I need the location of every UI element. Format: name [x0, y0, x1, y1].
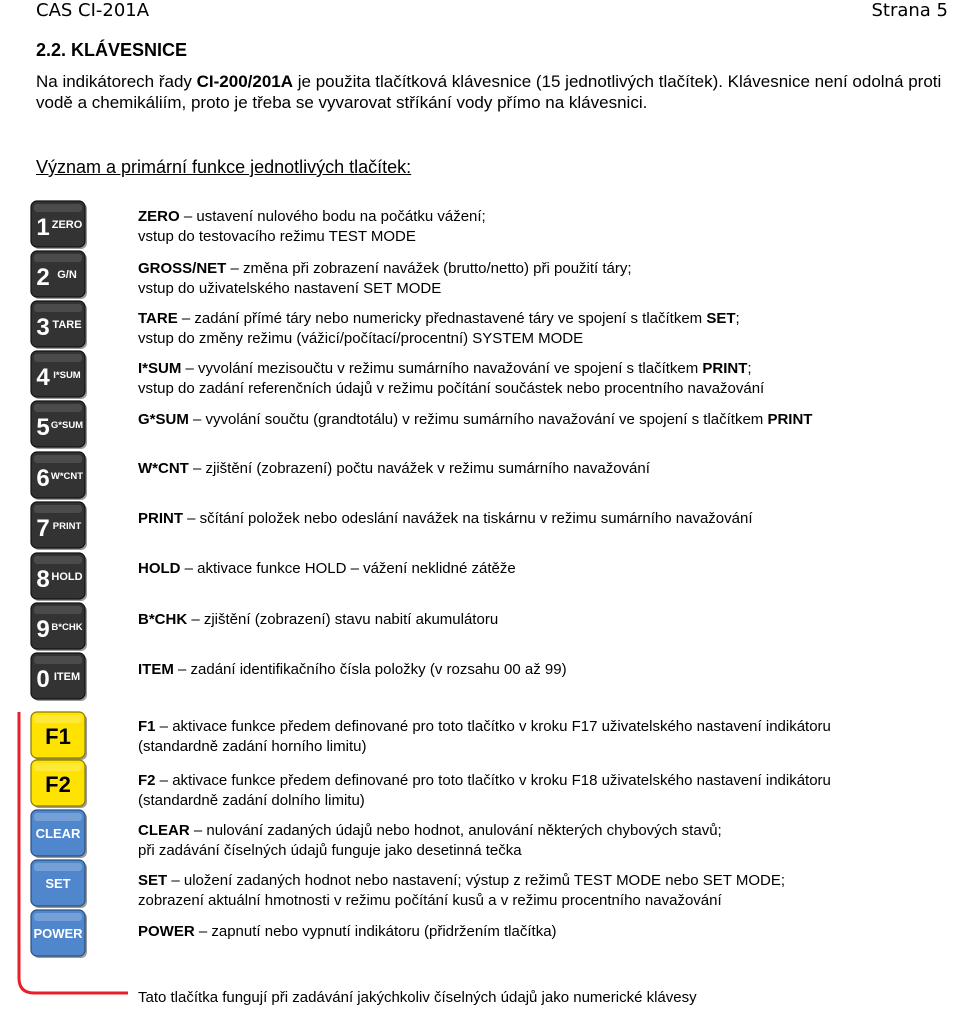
- key-label: ITEM: [53, 671, 81, 683]
- description-key-name: F2: [138, 772, 156, 789]
- description-text: – vyvolání součtu (grandtotálu) v režimu sumárního navažování ve spojení s tlačítkem: [188, 411, 768, 428]
- key-description: [138, 410, 948, 430]
- key-digit: 7: [36, 515, 50, 542]
- key-label: TARE: [52, 319, 82, 331]
- key-description: [138, 922, 948, 942]
- description-key-name: F1: [138, 718, 156, 735]
- key-label: G/N: [57, 269, 77, 281]
- key-description: [138, 821, 948, 861]
- description-text: – uložení zadaných hodnot nebo nastavení; výstup z režimů TEST MODE nebo SET MODE;: [167, 872, 786, 889]
- description-line-1: [138, 207, 948, 227]
- description-text: – aktivace funkce předem definované pro toto tlačítko v kroku F18 uživatelského nastavení indikátoru: [155, 772, 831, 789]
- key-label: I*SUM: [53, 370, 81, 381]
- description-key-name: HOLD: [138, 560, 181, 577]
- description-line-2: zobrazení aktuální hmotnosti v režimu počítání kusů a v režimu procentního navažování: [138, 892, 722, 909]
- key-label: SET: [45, 876, 71, 891]
- header-document-title: CAS CI-201A: [36, 0, 150, 21]
- description-key-name: PRINT: [138, 510, 183, 527]
- description-text: – zadání identifikačního čísla položky (v rozsahu 00 až 99): [173, 661, 567, 678]
- key-g-n[interactable]: [31, 251, 87, 299]
- key-item[interactable]: [31, 653, 87, 701]
- description-key-name: TARE: [138, 310, 178, 327]
- key-description: [138, 309, 948, 349]
- description-line-2: vstup do uživatelského nastavení SET MODE: [138, 280, 442, 297]
- key-digit: 8: [36, 566, 50, 593]
- key-label: ZERO: [51, 219, 83, 231]
- key-digit: 4: [36, 364, 50, 391]
- key-label: W*CNT: [50, 471, 84, 482]
- key-w-cnt[interactable]: [31, 452, 87, 500]
- description-line-1: [138, 359, 948, 379]
- key-set[interactable]: [31, 860, 87, 908]
- description-line-2: vstup do změny režimu (vážicí/počítací/procentní) SYSTEM MODE: [138, 330, 584, 347]
- key-clear[interactable]: [31, 810, 87, 858]
- description-line-1: [138, 259, 948, 279]
- description-key-name: CLEAR: [138, 822, 190, 839]
- key-digit: 1: [36, 214, 50, 241]
- description-line-1: [138, 459, 948, 479]
- description-key-name: GROSS/NET: [138, 260, 227, 277]
- key-f2[interactable]: [31, 760, 87, 808]
- description-line-2: vstup do zadání referenčních údajů v režimu počítání součástek nebo procentního navažování: [138, 380, 765, 397]
- key-hold[interactable]: [31, 553, 87, 601]
- description-key-ref: PRINT: [702, 360, 748, 377]
- key-print[interactable]: [31, 502, 87, 550]
- key-description: [138, 359, 948, 399]
- description-key-ref: SET: [706, 310, 736, 327]
- intro-paragraph: [36, 71, 946, 113]
- description-line-1: [138, 771, 948, 791]
- description-line-1: [138, 871, 948, 891]
- key-description: [138, 871, 948, 911]
- key-power[interactable]: [31, 910, 87, 958]
- header-page-number: Strana 5: [871, 0, 948, 21]
- description-line-1: [138, 410, 948, 430]
- key-i-sum[interactable]: [31, 351, 87, 399]
- key-description: [138, 771, 948, 811]
- key-label: POWER: [33, 926, 83, 941]
- key-description: [138, 717, 948, 757]
- description-text: – zapnutí nebo vypnutí indikátoru (přidržením tlačítka): [194, 923, 557, 940]
- key-label: F1: [45, 724, 71, 749]
- description-line-1: [138, 610, 948, 630]
- intro-model-name: CI-200/201A: [196, 72, 294, 91]
- description-text: – zadání přímé táry nebo numericky přednastavené táry ve spojení s tlačítkem: [177, 310, 707, 327]
- description-text: – nulování zadaných údajů nebo hodnot, anulování některých chybových stavů;: [189, 822, 722, 839]
- description-key-name: B*CHK: [138, 611, 188, 628]
- description-line-1: [138, 660, 948, 680]
- description-key-name: W*CNT: [138, 460, 189, 477]
- description-line-1: [138, 922, 948, 942]
- key-description: [138, 610, 948, 630]
- description-text-tail: ;: [747, 360, 752, 377]
- key-description: [138, 207, 948, 247]
- key-label: HOLD: [51, 571, 83, 583]
- key-b-chk[interactable]: [31, 603, 87, 651]
- key-g-sum[interactable]: [31, 401, 87, 449]
- description-text: – ustavení nulového bodu na počátku vážení;: [179, 208, 486, 225]
- description-line-2: vstup do testovacího režimu TEST MODE: [138, 228, 416, 245]
- key-label: B*CHK: [51, 622, 83, 633]
- description-line-2: (standardně zadání horního limitu): [138, 738, 367, 755]
- description-key-ref: PRINT: [767, 411, 813, 428]
- key-digit: 6: [36, 465, 50, 492]
- key-description: [138, 459, 948, 479]
- description-text: – změna při zobrazení navážek (brutto/netto) při použití táry;: [226, 260, 632, 277]
- key-description: [138, 559, 948, 579]
- description-key-name: I*SUM: [138, 360, 182, 377]
- description-line-1: [138, 717, 948, 737]
- description-key-name: POWER: [138, 923, 195, 940]
- intro-text-after: je použita tlačítková klávesnice (15 jednotlivých tlačítek). Klávesnice není odolná proti vodě a chemikáliím, proto je třeba se vyvarovat stříkání vody přímo na klávesnici.: [36, 72, 942, 112]
- key-description: [138, 509, 948, 529]
- key-description: [138, 259, 948, 299]
- description-key-name: ITEM: [138, 661, 174, 678]
- description-key-name: ZERO: [138, 208, 180, 225]
- numeric-keys-footnote: Tato tlačítka fungují při zadávání jakýchkoliv číselných údajů jako numerické klávesy: [138, 989, 697, 1006]
- key-description: [138, 660, 948, 680]
- description-line-1: [138, 559, 948, 579]
- key-label: F2: [45, 772, 71, 797]
- key-f1[interactable]: [31, 712, 87, 760]
- description-line-2: (standardně zadání dolního limitu): [138, 792, 365, 809]
- description-line-1: [138, 309, 948, 329]
- description-text: – aktivace funkce předem definované pro toto tlačítko v kroku F17 uživatelského nastavení indikátoru: [155, 718, 831, 735]
- key-digit: 5: [36, 414, 50, 441]
- description-key-name: SET: [138, 872, 168, 889]
- description-text: – vyvolání mezisoučtu v režimu sumárního navažování ve spojení s tlačítkem: [181, 360, 703, 377]
- key-digit: 2: [36, 264, 50, 291]
- description-text: – sčítání položek nebo odeslání navážek na tiskárnu v režimu sumárního navažování: [183, 510, 753, 527]
- key-digit: 3: [36, 314, 50, 341]
- description-key-name: G*SUM: [138, 411, 189, 428]
- description-line-1: [138, 821, 948, 841]
- description-text: – zjištění (zobrazení) stavu nabití akumulátoru: [187, 611, 499, 628]
- intro-text-before: Na indikátorech řady: [36, 72, 197, 91]
- key-label: G*SUM: [50, 420, 84, 431]
- key-label: CLEAR: [35, 826, 81, 841]
- description-line-2: při zadávání číselných údajů funguje jako desetinná tečka: [138, 842, 522, 859]
- key-zero[interactable]: [31, 201, 87, 249]
- description-text-tail: ;: [735, 310, 740, 327]
- key-label: PRINT: [52, 521, 82, 532]
- key-tare[interactable]: [31, 301, 87, 349]
- section-title: 2.2. KLÁVESNICE: [36, 40, 188, 60]
- key-digit: 0: [36, 666, 50, 693]
- description-text: – zjištění (zobrazení) počtu navážek v režimu sumárního navažování: [188, 460, 650, 477]
- key-digit: 9: [36, 616, 50, 643]
- keys-subtitle: Význam a primární funkce jednotlivých tlačítek:: [36, 157, 412, 177]
- description-text: – aktivace funkce HOLD – vážení neklidné zátěže: [180, 560, 516, 577]
- description-line-1: [138, 509, 948, 529]
